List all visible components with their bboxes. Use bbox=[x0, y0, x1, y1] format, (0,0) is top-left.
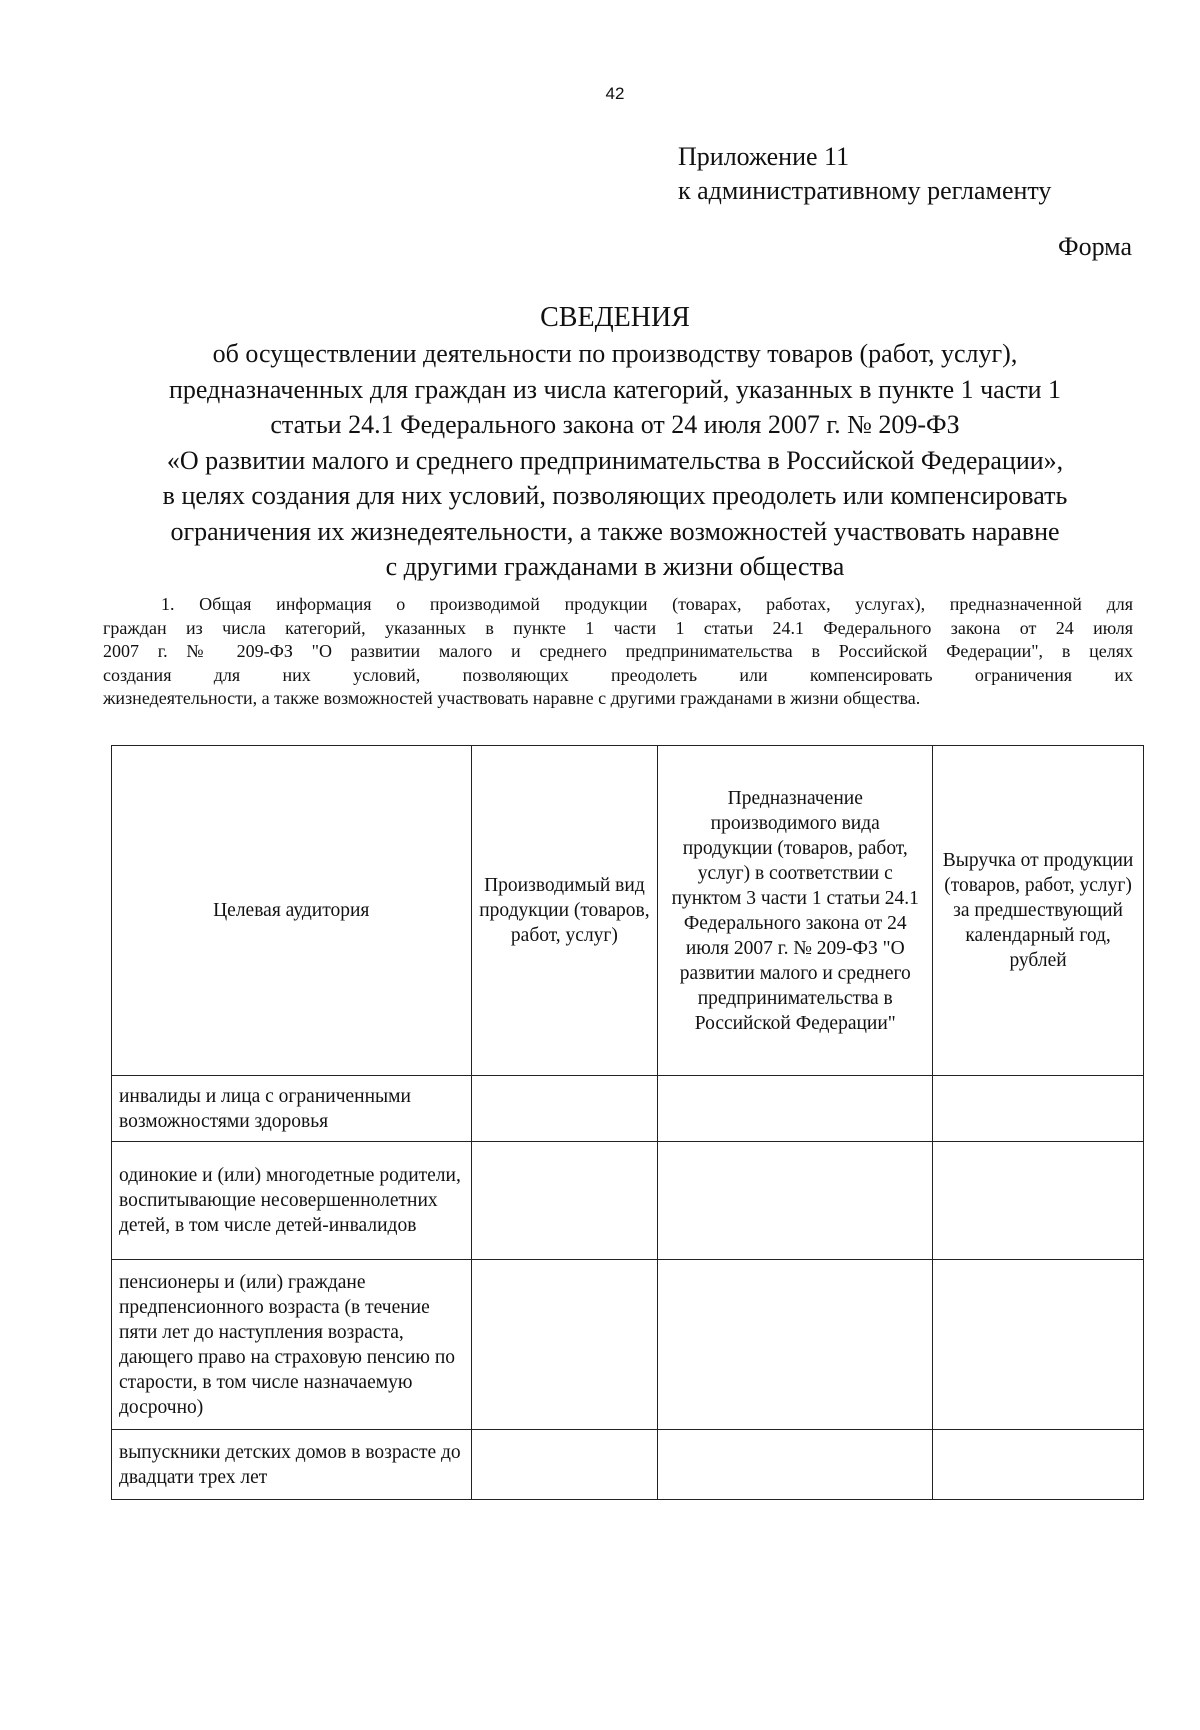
title-main: СВЕДЕНИЯ bbox=[540, 302, 690, 333]
revenue-cell[interactable] bbox=[933, 1142, 1144, 1260]
table-row bbox=[112, 1142, 1144, 1260]
document-title bbox=[100, 300, 1130, 585]
revenue-cell[interactable] bbox=[933, 1260, 1144, 1430]
product-purpose-cell[interactable] bbox=[658, 1142, 933, 1260]
revenue-cell[interactable] bbox=[933, 1076, 1144, 1142]
table-row bbox=[112, 1076, 1144, 1142]
audience-cell: инвалиды и лица с ограниченными возможностями здоровья bbox=[112, 1076, 472, 1142]
product-purpose-cell[interactable] bbox=[658, 1430, 933, 1500]
intro-line: жизнедеятельности, а также возможностей участвовать наравне с другими гражданами в жизни общества. bbox=[103, 688, 921, 708]
revenue-cell[interactable] bbox=[933, 1430, 1144, 1500]
header-revenue: Выручка от продукции (товаров, работ, услуг) за предшествующий календарный год, рублей bbox=[933, 746, 1144, 1076]
header-target-audience: Целевая аудитория bbox=[112, 746, 472, 1076]
intro-line: создания для них условий, позволяющих преодолеть или компенсировать ограничения их bbox=[103, 664, 1133, 685]
appendix-line-2: к административному регламенту bbox=[678, 176, 1052, 205]
audience-cell: пенсионеры и (или) граждане предпенсионного возраста (в течение пяти лет до наступления возраста, дающего право на страховую пенсию по старости, в том числе назначаемую досрочно) bbox=[112, 1260, 472, 1430]
audience-cell: одинокие и (или) многодетные родители, воспитывающие несовершеннолетних детей, в том числе детей-инвалидов bbox=[112, 1142, 472, 1260]
title-line: с другими гражданами в жизни общества bbox=[385, 552, 845, 581]
product-type-cell[interactable] bbox=[471, 1142, 658, 1260]
intro-paragraph bbox=[103, 593, 1133, 711]
appendix-heading bbox=[678, 140, 1051, 208]
intro-line: граждан из числа категорий, указанных в пункте 1 части 1 статьи 24.1 Федерального закона от 24 июля bbox=[103, 617, 1133, 638]
title-line: предназначенных для граждан из числа категорий, указанных в пункте 1 части 1 bbox=[168, 374, 1062, 404]
product-type-cell[interactable] bbox=[471, 1076, 658, 1142]
intro-line: 1. Общая информация о производимой продукции (товарах, работах, услугах), предназначенной для bbox=[161, 594, 1133, 614]
table-header-row bbox=[112, 746, 1144, 1076]
table-row bbox=[112, 1260, 1144, 1430]
header-product-type: Производимый вид продукции (товаров, работ, услуг) bbox=[471, 746, 658, 1076]
table-row bbox=[112, 1430, 1144, 1500]
title-line: «О развитии малого и среднего предпринимательства в Российской Федерации», bbox=[166, 445, 1064, 475]
form-label: Форма bbox=[1058, 232, 1132, 261]
header-product-purpose: Предназначение производимого вида продукции (товаров, работ, услуг) в соответствии с пунктом 3 части 1 статьи 24.1 Федерального закона от 24 июля 2007 г. № 209-ФЗ "О развитии малого и среднего предпринимательства в Российской Федерации" bbox=[658, 746, 933, 1076]
title-line: в целях создания для них условий, позволяющих преодолеть или компенсировать bbox=[162, 481, 1068, 510]
product-purpose-cell[interactable] bbox=[658, 1076, 933, 1142]
info-table bbox=[111, 745, 1144, 1500]
intro-line: 2007 г. № 209-ФЗ "О развитии малого и среднего предпринимательства в Российской Федерации", в целях bbox=[103, 641, 1133, 661]
product-purpose-cell[interactable] bbox=[658, 1260, 933, 1430]
page-number: 42 bbox=[605, 84, 625, 103]
product-type-cell[interactable] bbox=[471, 1430, 658, 1500]
audience-cell: выпускники детских домов в возрасте до двадцати трех лет bbox=[112, 1430, 472, 1500]
title-line: об осуществлении деятельности по производству товаров (работ, услуг), bbox=[212, 339, 1018, 368]
title-line: статьи 24.1 Федерального закона от 24 июля 2007 г. № 209-ФЗ bbox=[270, 410, 960, 439]
product-type-cell[interactable] bbox=[471, 1260, 658, 1430]
appendix-line-1: Приложение 11 bbox=[678, 142, 850, 171]
title-line: ограничения их жизнедеятельности, а также возможностей участвовать наравне bbox=[170, 516, 1060, 546]
